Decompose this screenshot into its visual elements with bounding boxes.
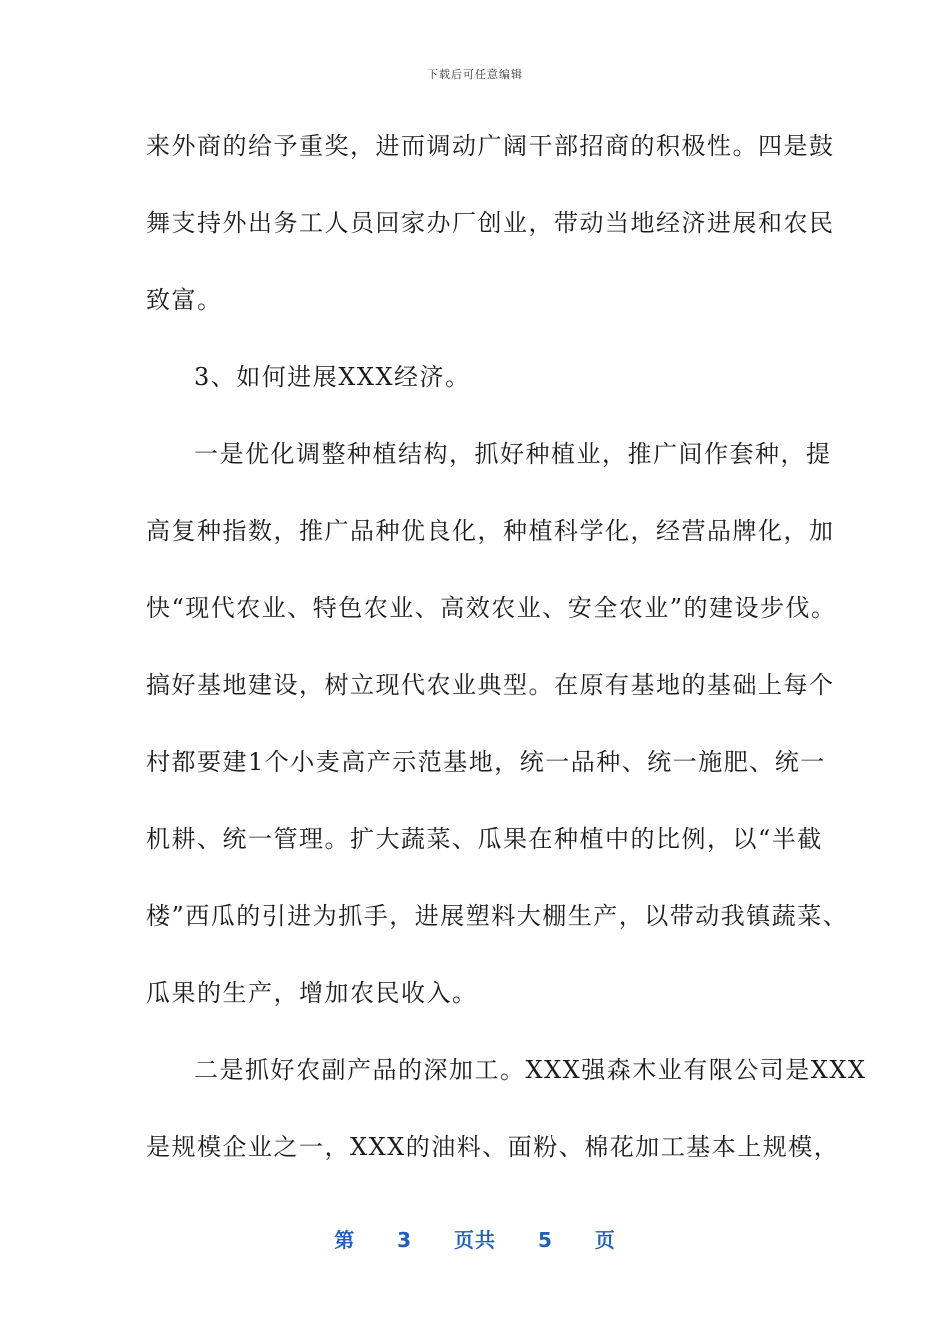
footer-middle: 页共 [454,1228,496,1252]
paragraph-line: 村都要建1个小麦高产示范基地，统一品种、统一施肥、统一 [146,748,826,776]
page-footer [0,1224,950,1253]
paragraph-line: 舞支持外出务工人员回家办厂创业，带动当地经济进展和农民 [146,209,835,237]
footer-prefix: 第 [334,1228,356,1252]
paragraph-line: 搞好基地建设，树立现代农业典型。在原有基地的基础上每个 [146,671,835,699]
current-page-number: 3 [397,1228,413,1252]
paragraph-line: 一是优化调整种植结构，抓好种植业，推广间作套种，提 [194,440,832,468]
section-heading: 3、如何进展XXX经济。 [194,363,471,391]
paragraph-line: 机耕、统一管理。扩大蔬菜、瓜果在种植中的比例，以“半截 [146,825,823,853]
paragraph-line: 瓜果的生产，增加农民收入。 [146,979,478,1007]
paragraph-line: 高复种指数，推广品种优良化，种植科学化，经营品牌化，加 [146,517,835,545]
paragraph-line: 是规模企业之一，XXX的油料、面粉、棉花加工基本上规模， [146,1133,840,1161]
paragraph-line: 来外商的给予重奖，进而调动广阔干部招商的积极性。四是鼓 [146,132,835,160]
paragraph-line: 致富。 [146,286,223,314]
page-header: 下载后可任意编辑 [427,68,523,81]
total-pages-number: 5 [537,1228,553,1252]
paragraph-line: 楼”西瓜的引进为抓手，进展塑料大棚生产，以带动我镇蔬菜、 [146,902,849,930]
paragraph-line: 二是抓好农副产品的深加工。XXX强森木业有限公司是XXX [194,1056,867,1084]
paragraph-line: 快“现代农业、特色农业、高效农业、安全农业”的建设步伐。 [146,594,837,622]
document-body [146,124,867,1202]
footer-suffix: 页 [594,1228,616,1252]
